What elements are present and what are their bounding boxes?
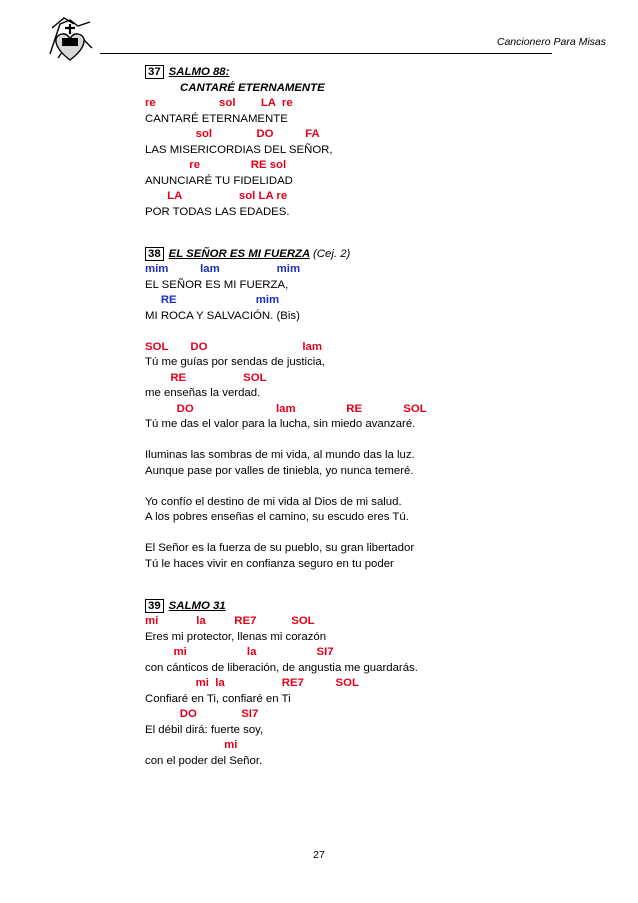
lyric-line: Tú me guías por sendas de justicia, <box>145 356 325 368</box>
chord-line: sol DO FA <box>145 128 320 140</box>
song-title-text: EL SEÑOR ES MI FUERZA <box>168 247 310 260</box>
page-number: 27 <box>313 849 325 861</box>
song-title-text: SALMO 31 <box>168 599 226 612</box>
chord-line: LA sol LA re <box>145 190 288 202</box>
lyric-line: El Señor es la fuerza de su pueblo, su gran libertador <box>145 542 415 554</box>
spacer <box>145 433 605 449</box>
chord-line: mi <box>145 739 238 751</box>
spacer <box>145 572 605 588</box>
spacer <box>145 236 605 247</box>
chord-line: mi la RE7 SOL <box>145 615 315 627</box>
lyric-line: Aunque pase por valles de tiniebla, yo nunca temeré. <box>145 464 414 477</box>
header-title: Cancionero Para Misas <box>496 36 606 48</box>
lyric-line: Yo confío el destino de mi vida al Dios de mi salud. <box>145 495 402 508</box>
lyric-line: MI ROCA Y SALVACIÓN. (Bis) <box>145 309 300 322</box>
lyric-line: Confiaré en Ti, confiaré en Ti <box>145 692 291 705</box>
song-title <box>145 599 605 615</box>
chord-line: RE mim <box>145 294 280 306</box>
lyric-line: A los pobres enseñas el camino, su escudo eres Tú. <box>145 511 409 523</box>
lyric-line: LAS MISERICORDIAS DEL SEÑOR, <box>145 143 333 156</box>
spacer <box>145 220 605 236</box>
song-number: 38 <box>145 247 164 261</box>
song-number: 39 <box>145 599 164 613</box>
lyric-line: Tú le haces vivir en confianza seguro en tu poder <box>145 557 394 570</box>
chord-line: mi la SI7 <box>145 646 334 658</box>
lyric-line: POR TODAS LAS EDADES. <box>145 205 290 218</box>
song-title <box>145 247 605 263</box>
chord-line: mim lam mim <box>145 263 301 275</box>
spacer <box>145 526 605 542</box>
spacer <box>145 479 605 495</box>
lyric-line: con el poder del Señor. <box>145 754 263 767</box>
song-subtitle: CANTARÉ ETERNAMENTE <box>180 81 325 94</box>
song-number: 37 <box>145 65 164 79</box>
chord-line: DO lam RE SOL <box>145 402 427 415</box>
song-title <box>145 65 605 81</box>
lyric-line: Iluminas las sombras de mi vida, al mundo das la luz. <box>145 449 415 461</box>
chord-line: DO SI7 <box>145 708 259 720</box>
lyric-line: Eres mi protector, llenas mi corazón <box>145 630 327 643</box>
lyric-line: El débil dirá: fuerte soy, <box>145 723 264 736</box>
lyric-line: me enseñas la verdad. <box>145 387 261 399</box>
header-rule <box>100 53 552 54</box>
lyric-line: con cánticos de liberación, de angustia me guardarás. <box>145 661 418 674</box>
capo-note: (Cej. 2) <box>312 247 351 260</box>
lyric-line: Tú me das el valor para la lucha, sin miedo avanzaré. <box>145 418 416 430</box>
song-content <box>145 65 605 769</box>
spacer <box>145 324 605 340</box>
lyric-line: ANUNCIARÉ TU FIDELIDAD <box>145 174 293 187</box>
chord-line: re sol LA re <box>145 97 293 109</box>
lyric-line: EL SEÑOR ES MI FUERZA, <box>145 278 289 291</box>
chord-line: RE SOL <box>145 371 267 384</box>
lyric-line: CANTARÉ ETERNAMENTE <box>145 112 288 125</box>
song-title-text: SALMO 88: <box>168 66 230 78</box>
chord-line: SOL DO lam <box>145 340 323 353</box>
chord-line: re RE sol <box>145 159 287 171</box>
songbook-logo <box>44 14 96 64</box>
spacer <box>145 588 605 599</box>
chord-line: mi la RE7 SOL <box>145 677 359 689</box>
